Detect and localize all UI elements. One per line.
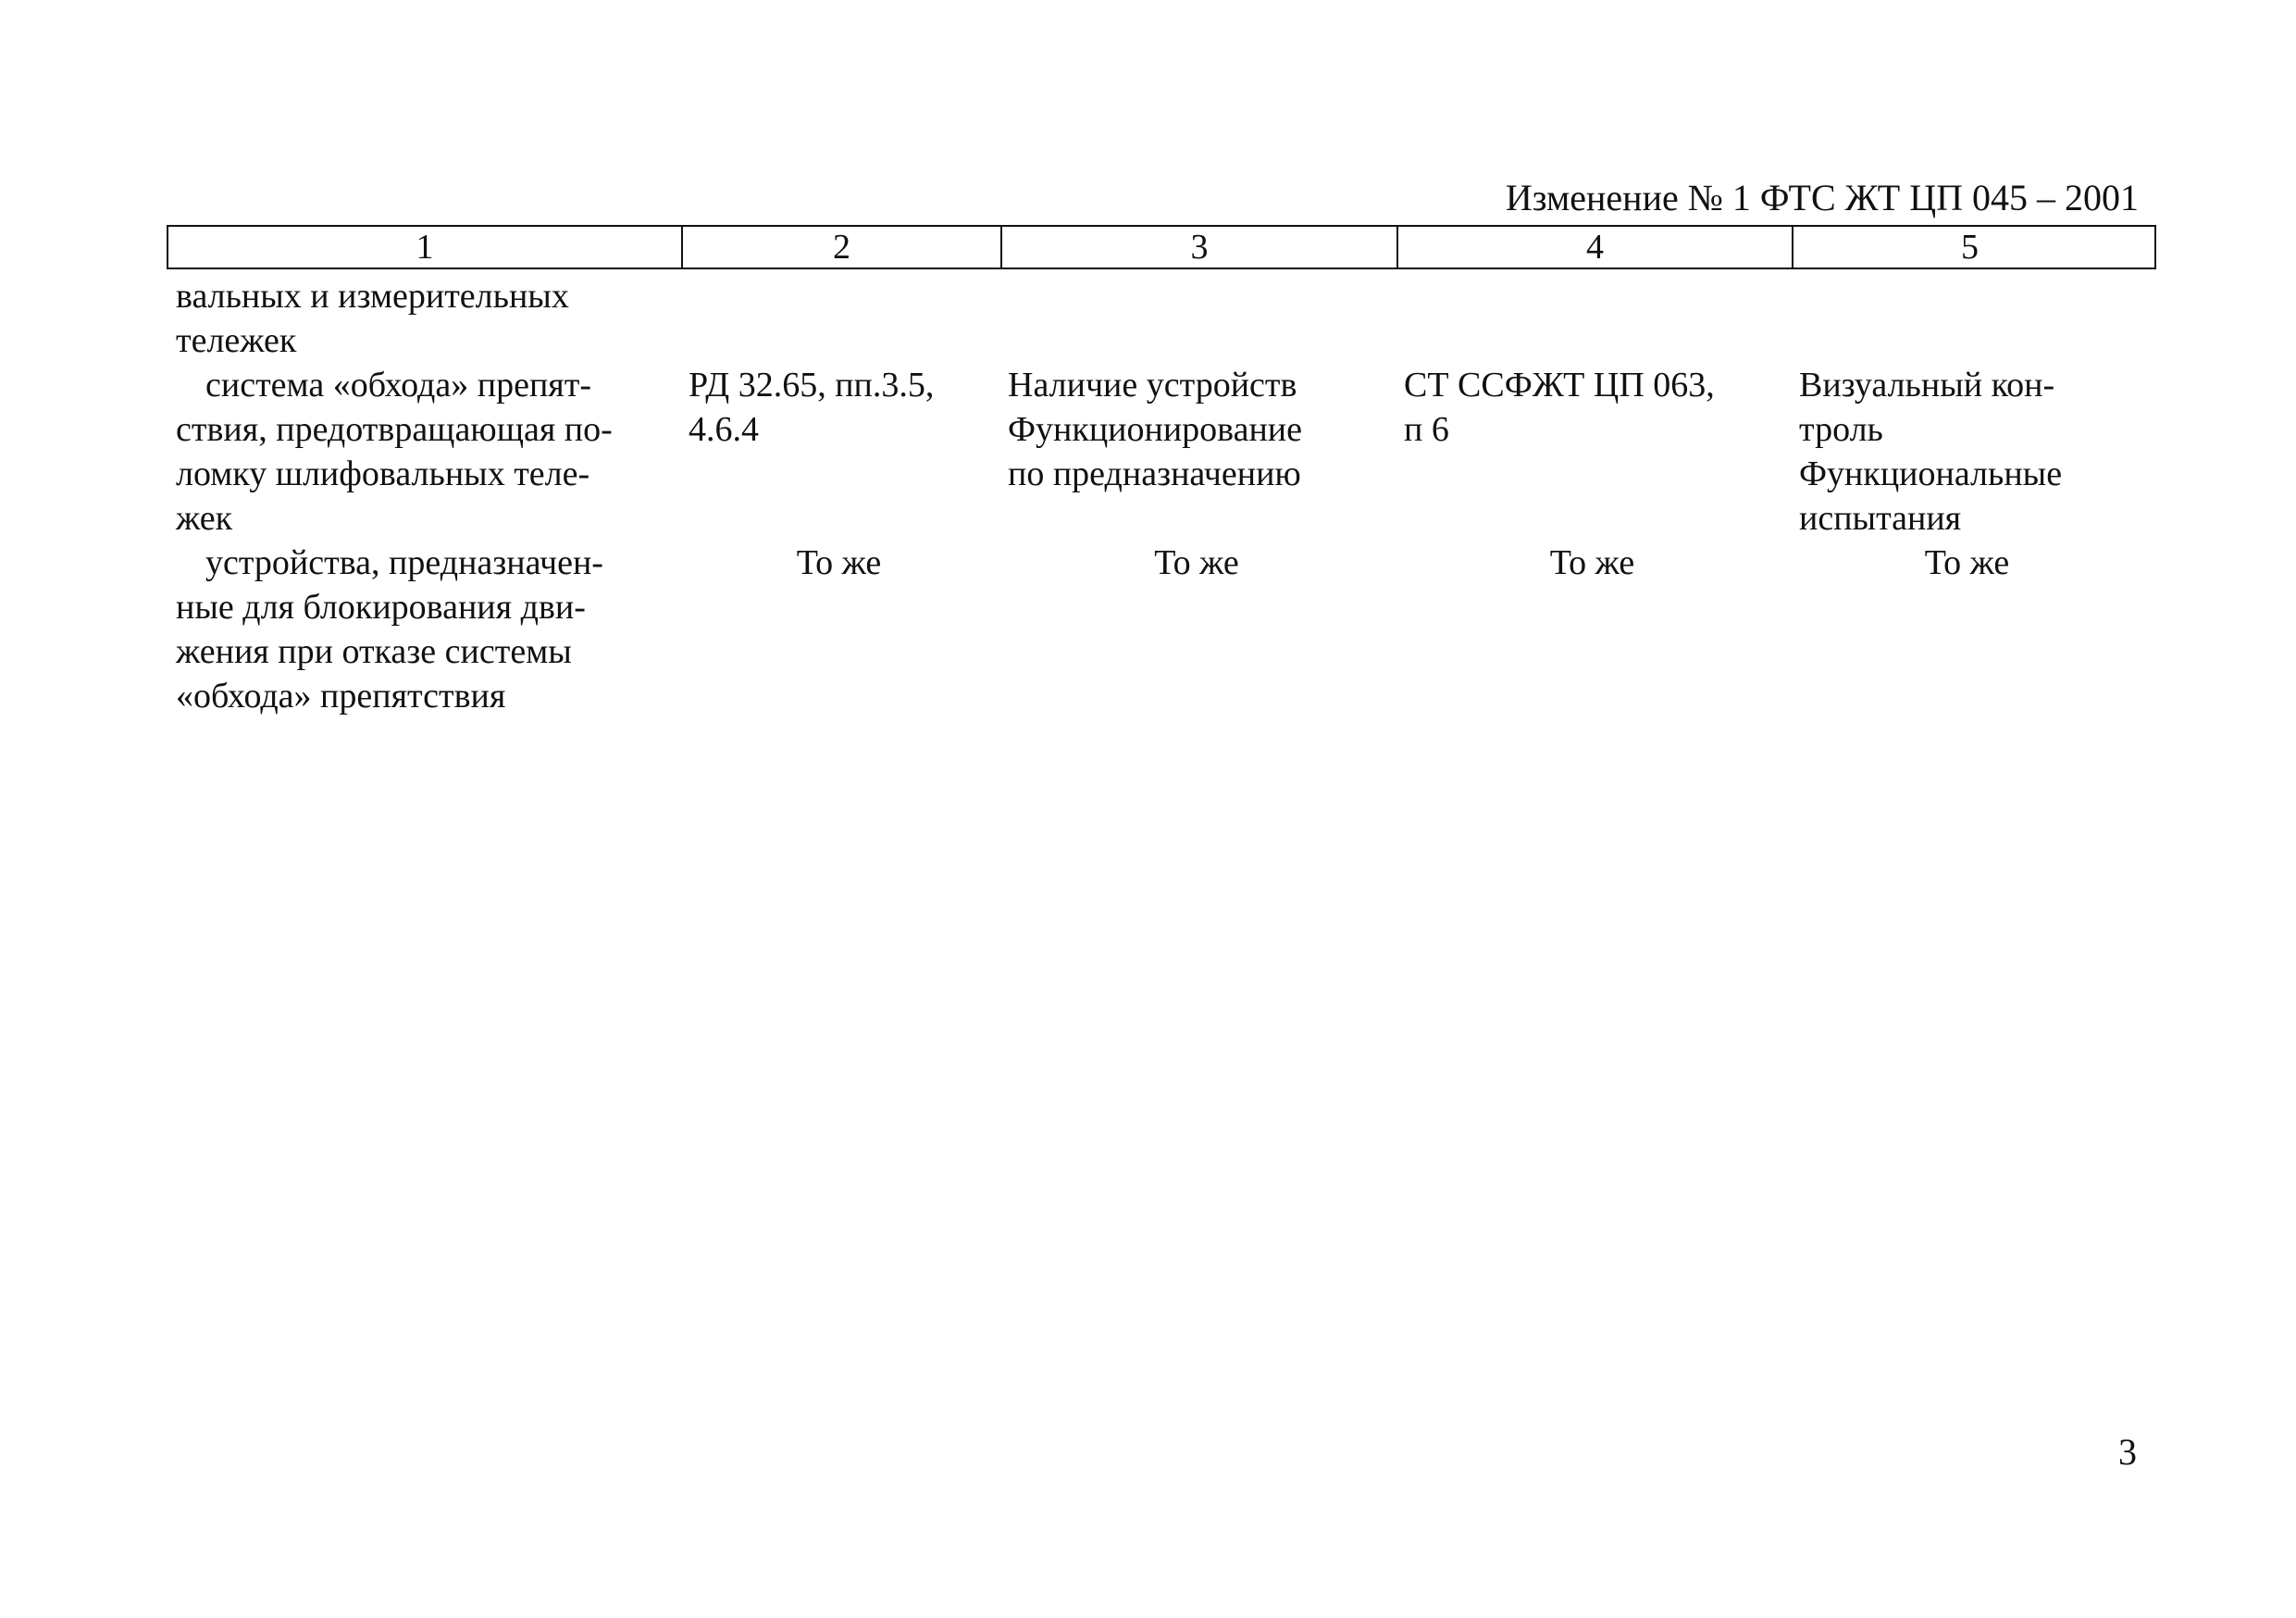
- table-row-1-col-4: [1395, 363, 1790, 541]
- table-cell-line: СТ ССФЖТ ЦП 063,: [1404, 366, 1715, 404]
- table-cell-line: вальных и измерительных: [176, 277, 569, 316]
- table-row-0-col-3: [999, 274, 1395, 363]
- table-cell-line: РД 32.65, пп.3.5,: [689, 366, 935, 404]
- table-cell-line: тележек: [176, 321, 297, 360]
- table-row-2-col-5: [1790, 541, 2144, 718]
- table-cell-line: Функциональные: [1799, 454, 2063, 493]
- table-row-1-col-5: [1790, 363, 2144, 541]
- page-number: 3: [2118, 1431, 2137, 1473]
- table-cell-line: троль: [1799, 410, 1883, 449]
- column-number-3: 3: [1000, 227, 1396, 268]
- table-row-0-col-4: [1395, 274, 1790, 363]
- table-row-2-col-2: [679, 541, 999, 718]
- table-cell-line: То же: [1549, 543, 1635, 582]
- column-number-2: 2: [681, 227, 1000, 268]
- table-cell-line: ствия, предотвращающая по-: [176, 410, 613, 449]
- table-cell-line: ломку шлифовальных теле-: [176, 454, 590, 493]
- table-column-numbers: [167, 225, 2156, 269]
- table-row-0-col-2: [679, 274, 999, 363]
- requirements-table-body: [167, 274, 2156, 718]
- table-cell-line: Функционирование: [1008, 410, 1303, 449]
- table-row-2-col-4: [1395, 541, 1790, 718]
- table-cell-line: То же: [1924, 543, 2010, 582]
- table-cell-line: То же: [796, 543, 882, 582]
- table-cell-line: Визуальный кон-: [1799, 366, 2055, 404]
- table-cell-line: система «обхода» препят-: [205, 366, 592, 404]
- table-cell-line: То же: [1154, 543, 1239, 582]
- table-row-1-col-1: [167, 363, 679, 541]
- table-cell-line: 4.6.4: [689, 410, 759, 449]
- table-row-2-col-1: [167, 541, 679, 718]
- document-header-title: Изменение № 1 ФТС ЖТ ЦП 045 – 2001: [1505, 177, 2139, 218]
- table-cell-line: устройства, предназначен-: [205, 543, 603, 582]
- table-cell-line: Наличие устройств: [1008, 366, 1297, 404]
- column-number-1: 1: [416, 228, 434, 267]
- column-number-4: 4: [1396, 227, 1792, 268]
- table-cell-line: жек: [176, 499, 233, 538]
- column-number-5: 5: [1792, 227, 2146, 268]
- table-cell-line: испытания: [1799, 499, 1962, 538]
- table-row-1-col-3: [999, 363, 1395, 541]
- table-cell-line: «обхода» препятствия: [176, 677, 506, 716]
- table-row-0-col-5: [1790, 274, 2144, 363]
- table-row-1-col-2: [679, 363, 999, 541]
- table-row-2-col-3: [999, 541, 1395, 718]
- table-cell-line: п 6: [1404, 410, 1449, 449]
- table-cell-line: жения при отказе системы: [176, 632, 572, 671]
- table-cell-line: по предназначению: [1008, 454, 1301, 493]
- table-cell-line: ные для блокирования дви-: [176, 588, 586, 627]
- table-row-0-col-1: [167, 274, 679, 363]
